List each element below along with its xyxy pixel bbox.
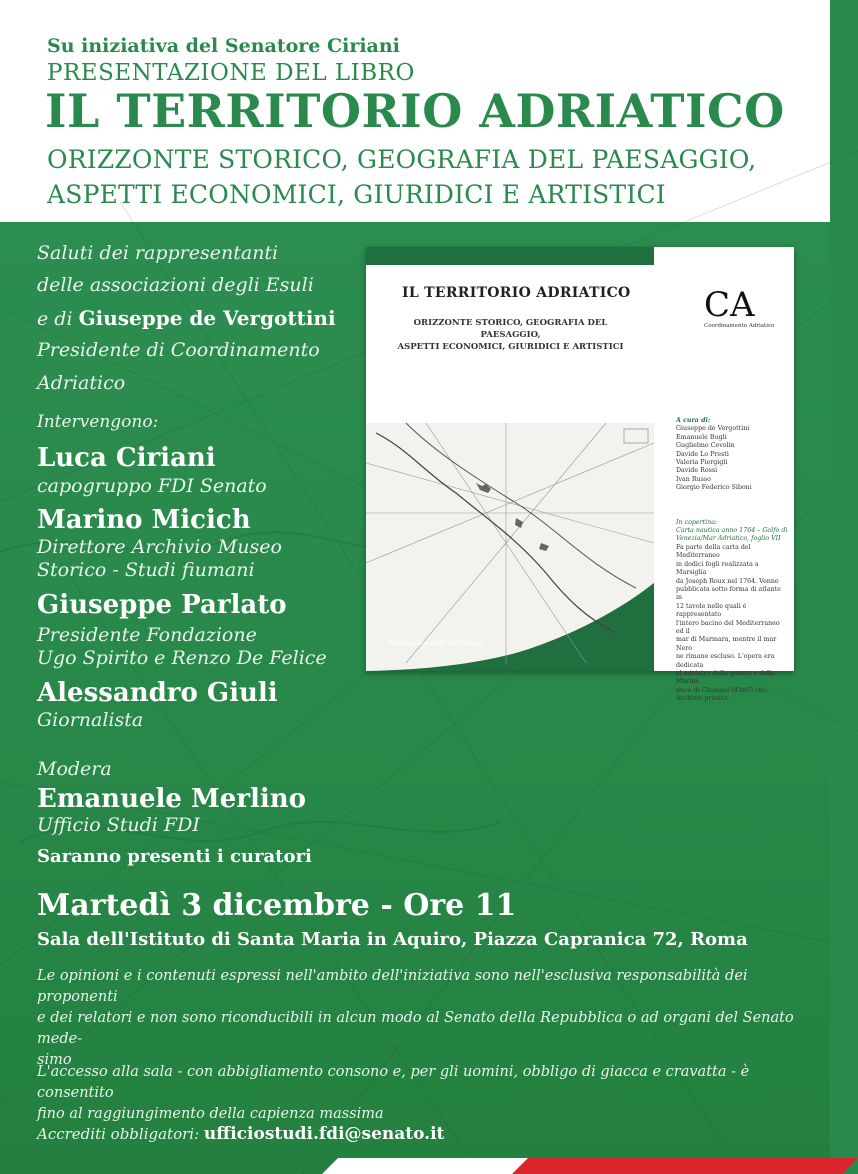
cover-subtitle — [388, 317, 633, 353]
disclaimer-line: e dei relatori e non sono riconducibili in alcun modo al Senato della Repubblica o ad organi del Senato mede- — [37, 1010, 794, 1047]
header-section — [0, 0, 830, 222]
access-note — [37, 1062, 797, 1125]
event-datetime: Martedì 3 dicembre - Ore 11 — [37, 888, 517, 923]
cover-description-line: Fa parte della carta del Mediterraneo — [676, 543, 751, 560]
cover-description-line: pubblicata sotto forma di atlante in — [676, 585, 781, 602]
cover-side-panel — [676, 417, 788, 704]
accreditation — [37, 1124, 444, 1144]
accreditation-label: Accrediti obbligatori: — [37, 1125, 204, 1143]
page-title: IL TERRITORIO ADRIATICO — [45, 84, 785, 138]
access-note-line: L'accesso alla sala - con abbigliamento consono e, per gli uomini, obbligo di giacca e cravatta - è consentito — [37, 1064, 750, 1101]
greetings-line-3 — [37, 306, 336, 330]
cover-label: In copertina: — [676, 518, 718, 526]
cover-description-line: 12 tavole nelle quali è rappresentato — [676, 602, 747, 619]
initiative-text: Su iniziativa del Senatore Ciriani — [47, 35, 400, 57]
presentation-label: PRESENTAZIONE DEL LIBRO — [47, 60, 415, 86]
cover-subtitle-line: ORIZZONTE STORICO, GEOGRAFIA DEL PAESAGGIO, — [413, 318, 608, 340]
greetings-line-1: Saluti dei rappresentanti — [37, 242, 279, 264]
cover-top-bar — [366, 247, 654, 265]
access-note-line: fino al raggiungimento della capienza massima — [37, 1106, 384, 1122]
subtitle-line-1: ORIZZONTE STORICO, GEOGRAFIA DEL PAESAGGIO, — [47, 145, 757, 174]
editors-label: A cura di: — [676, 417, 711, 424]
publisher-label: Edizioni Scientifiche Italiane — [388, 639, 483, 647]
disclaimer — [37, 966, 797, 1071]
cover-title: IL TERRITORIO ADRIATICO — [402, 285, 631, 301]
disclaimer-line: simo — [37, 1052, 72, 1068]
speaker-role: Storico - Studi fiumani — [37, 559, 255, 581]
accreditation-email-link[interactable]: ufficiostudi.fdi@senato.it — [203, 1124, 445, 1144]
greetings-line-4: Presidente di Coordinamento — [37, 339, 320, 361]
moderator-role: Ufficio Studi FDI — [37, 814, 200, 836]
speaker-name: Marino Micich — [37, 505, 251, 535]
logo-caption: Coordinamento Adriatico — [704, 323, 775, 329]
speaker-name: Luca Ciriani — [37, 443, 216, 473]
nautical-chart-image — [366, 423, 654, 671]
speaker-name: Alessandro Giuli — [37, 678, 278, 708]
moderator-name: Emanuele Merlino — [37, 784, 307, 814]
cover-subtitle-line: ASPETTI ECONOMICI, GIURIDICI E ARTISTICI — [397, 342, 624, 352]
speaker-role: Giornalista — [37, 709, 144, 731]
greetings-line-2: delle associazioni degli Esuli — [37, 274, 314, 296]
cover-description-line: duca di Choiseul (83x63 cm). — [676, 686, 770, 694]
cover-description-line: da Joseph Roux nel 1764. Venne — [676, 577, 779, 585]
cover-map — [366, 423, 654, 671]
editor-name: Davide Rossi — [676, 467, 718, 475]
editor-name: Giuseppe de Vergottini — [676, 425, 750, 433]
greetings-prefix: e di — [37, 308, 79, 330]
speaker-role: Direttore Archivio Museo — [37, 536, 282, 558]
flag-stripe-red — [512, 1158, 858, 1174]
cover-description-line: l'intero bacino del Mediterraneo ed il — [676, 619, 780, 635]
editor-name: Davide Lo Presti — [676, 450, 729, 458]
disclaimer-line: Le opinioni e i contenuti espressi nell'ambito dell'iniziativa sono nell'esclusiva responsabilità dei proponenti — [37, 968, 748, 1005]
editor-name: Valeria Piergigli — [676, 459, 728, 467]
curators-note: Saranno presenti i curatori — [37, 846, 312, 867]
speaker-role: Presidente Fondazione — [37, 624, 257, 646]
editor-name: Emanuele Bugli — [676, 433, 727, 441]
editor-name: Ivan Russo — [676, 475, 711, 483]
editor-name: Guglielmo Cevolin — [676, 442, 735, 450]
coordinamento-adriatico-logo: CA — [704, 285, 755, 325]
greetings-name: Giuseppe de Vergottini — [78, 306, 336, 330]
editor-name: Giorgio Federico Siboni — [676, 484, 752, 492]
cover-description-line: al ministro della guerra e della Marina — [676, 669, 775, 686]
subtitle-line-2: ASPETTI ECONOMICI, GIURIDICI E ARTISTICI — [47, 180, 666, 209]
cover-description-line: Archivio privato. — [676, 695, 730, 703]
cover-description-line: in dodici fogli realizzata a Marsiglia — [676, 560, 759, 577]
speaker-role: Ugo Spirito e Renzo De Felice — [37, 647, 327, 669]
event-venue: Sala dell'Istituto di Santa Maria in Aquiro, Piazza Capranica 72, Roma — [37, 929, 748, 950]
speaker-name: Giuseppe Parlato — [37, 590, 287, 620]
speakers-label: Intervengono: — [37, 412, 159, 432]
cover-caption: Carta nautica anno 1764 – Golfo di Venezia/Mar Adriatico, foglio VII — [676, 527, 788, 543]
book-cover — [366, 247, 794, 703]
greetings-line-5: Adriatico — [37, 372, 126, 394]
speaker-role: capogruppo FDI Senato — [37, 475, 267, 497]
cover-description-line: ne rimane escluso. L'opera era dedicata — [676, 653, 775, 669]
moderator-label: Modera — [37, 758, 112, 780]
cover-description-line: mar di Marmara, mentre il mar Nero — [676, 636, 777, 652]
